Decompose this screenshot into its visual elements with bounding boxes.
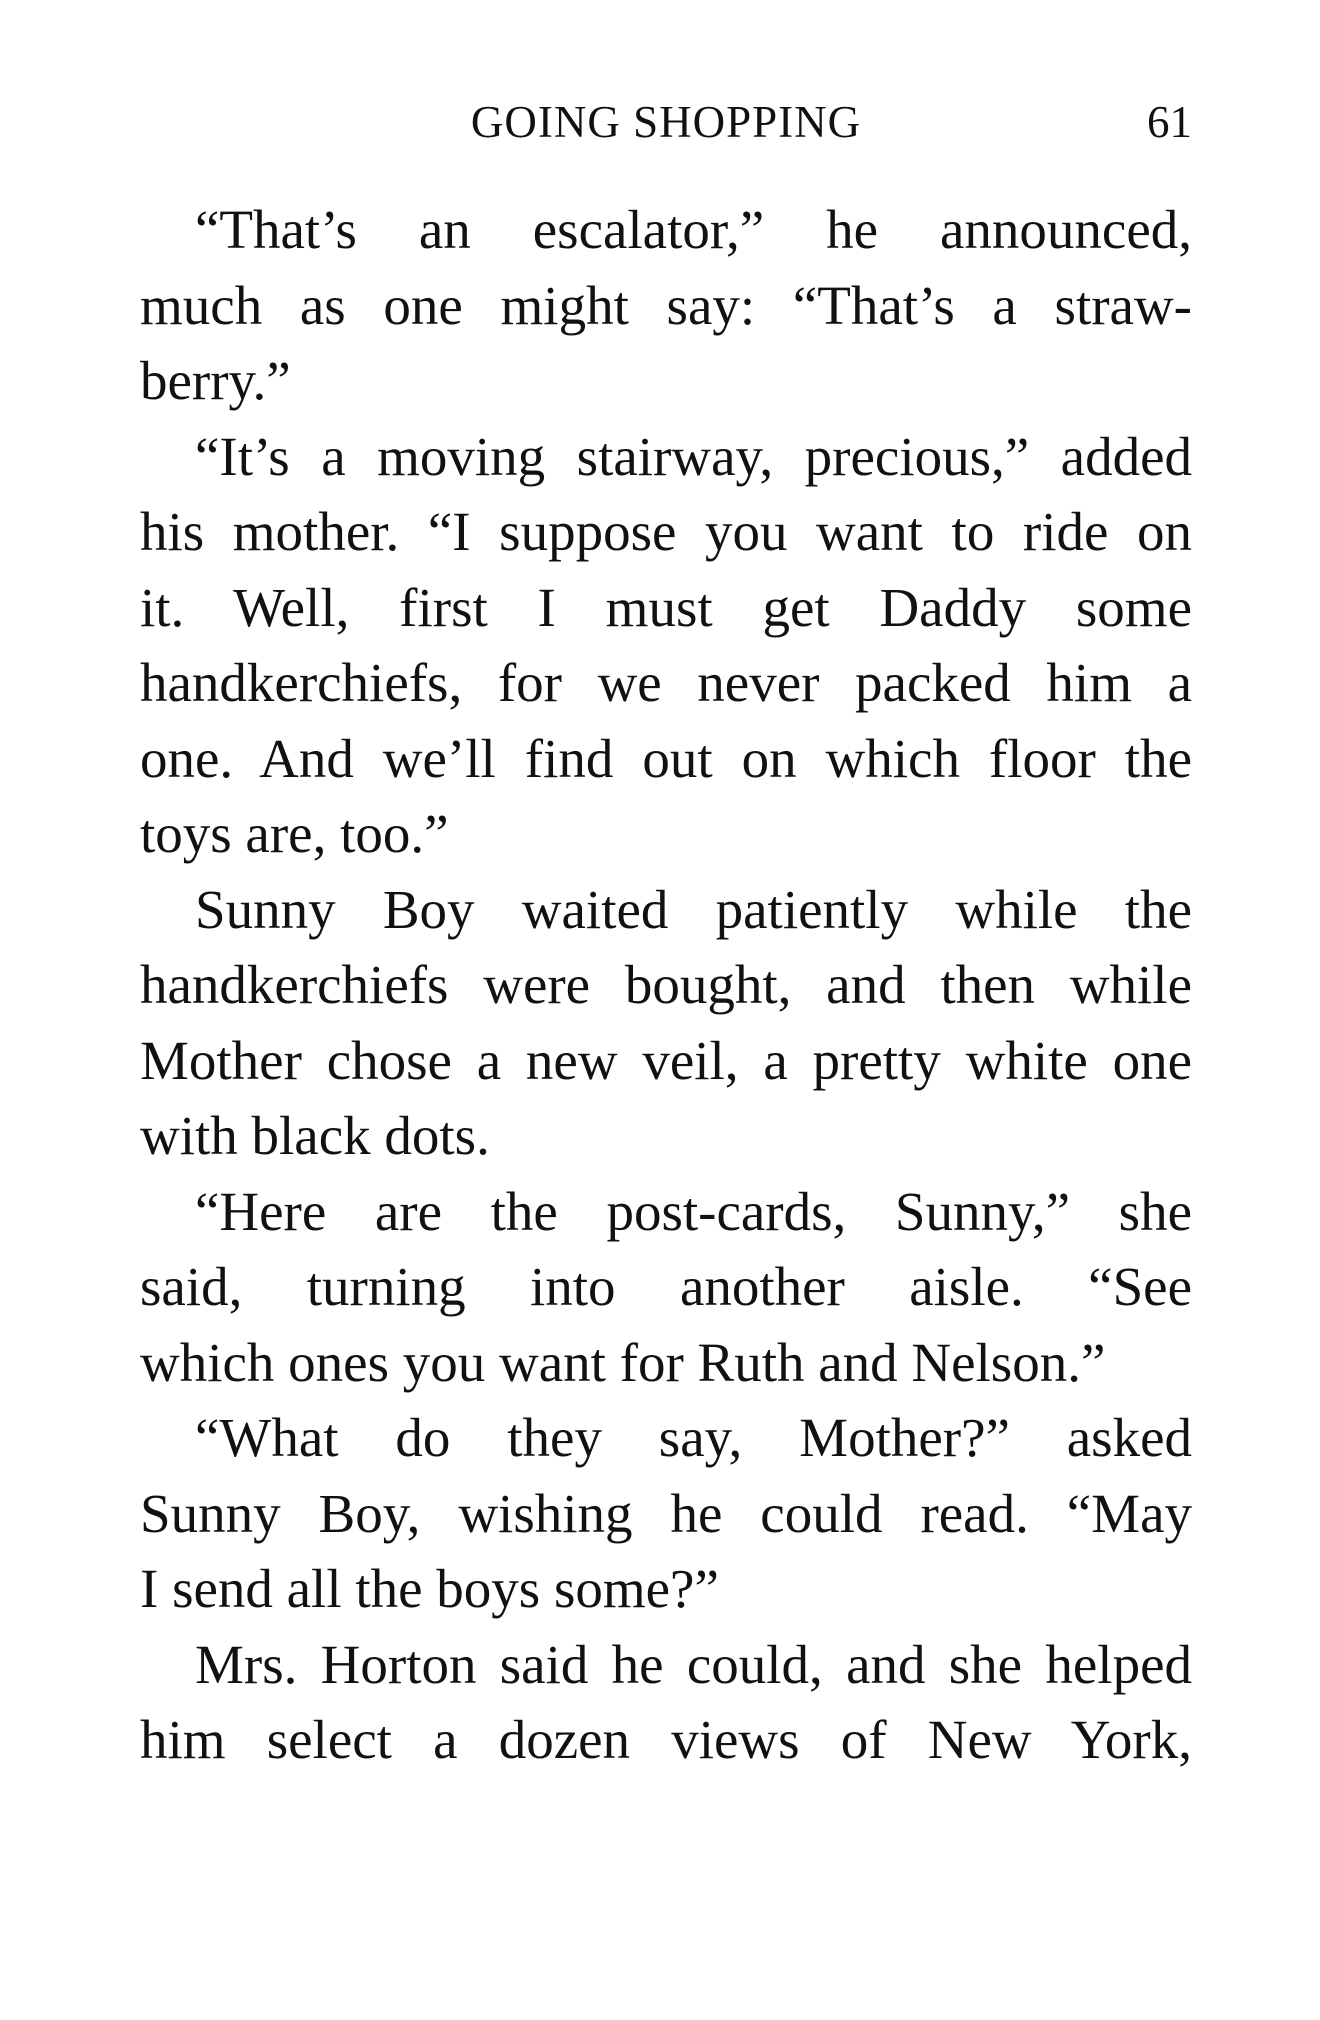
text-line: berry.” [140,350,291,411]
text-line: Mother chose a new veil, a pretty white one [140,1029,1192,1091]
text-line: which ones you want for Ruth and Nelson.” [140,1331,1106,1393]
text-line: handkerchiefs were bought, and then while [140,954,1192,1015]
text-line: one. And we’ll find out on which floor the [140,727,1192,789]
text-line: “It’s a moving stairway, precious,” added [195,425,1192,487]
running-head [140,90,1192,150]
text-line: him select a dozen views of New York, [140,1709,1192,1770]
text-line: “What do they say, Mother?” asked [195,1407,1192,1468]
body-text [140,192,1192,1778]
text-line: with black dots. [140,1105,490,1166]
text-line: I send all the boys some?” [140,1558,719,1619]
text-line: much as one might say: “That’s a straw- [140,274,1192,336]
text-line: Sunny Boy, wishing he could read. “May [140,1482,1192,1544]
page-number: 61 [1147,97,1192,147]
text-line: Sunny Boy waited patiently while the [195,878,1192,940]
text-line: handkerchiefs, for we never packed him a [140,652,1192,713]
running-title: GOING SHOPPING [470,97,862,147]
text-line: “That’s an escalator,” he announced, [195,199,1192,260]
text-line: said, turning into another aisle. “See [140,1256,1192,1317]
text-line: his mother. “I suppose you want to ride on [140,501,1192,562]
text-line: toys are, too.” [140,803,449,864]
text-line: it. Well, first I must get Daddy some [140,576,1192,638]
book-page [140,90,1192,1778]
text-line: Mrs. Horton said he could, and she helped [195,1633,1192,1695]
text-line: “Here are the post-cards, Sunny,” she [195,1180,1192,1242]
